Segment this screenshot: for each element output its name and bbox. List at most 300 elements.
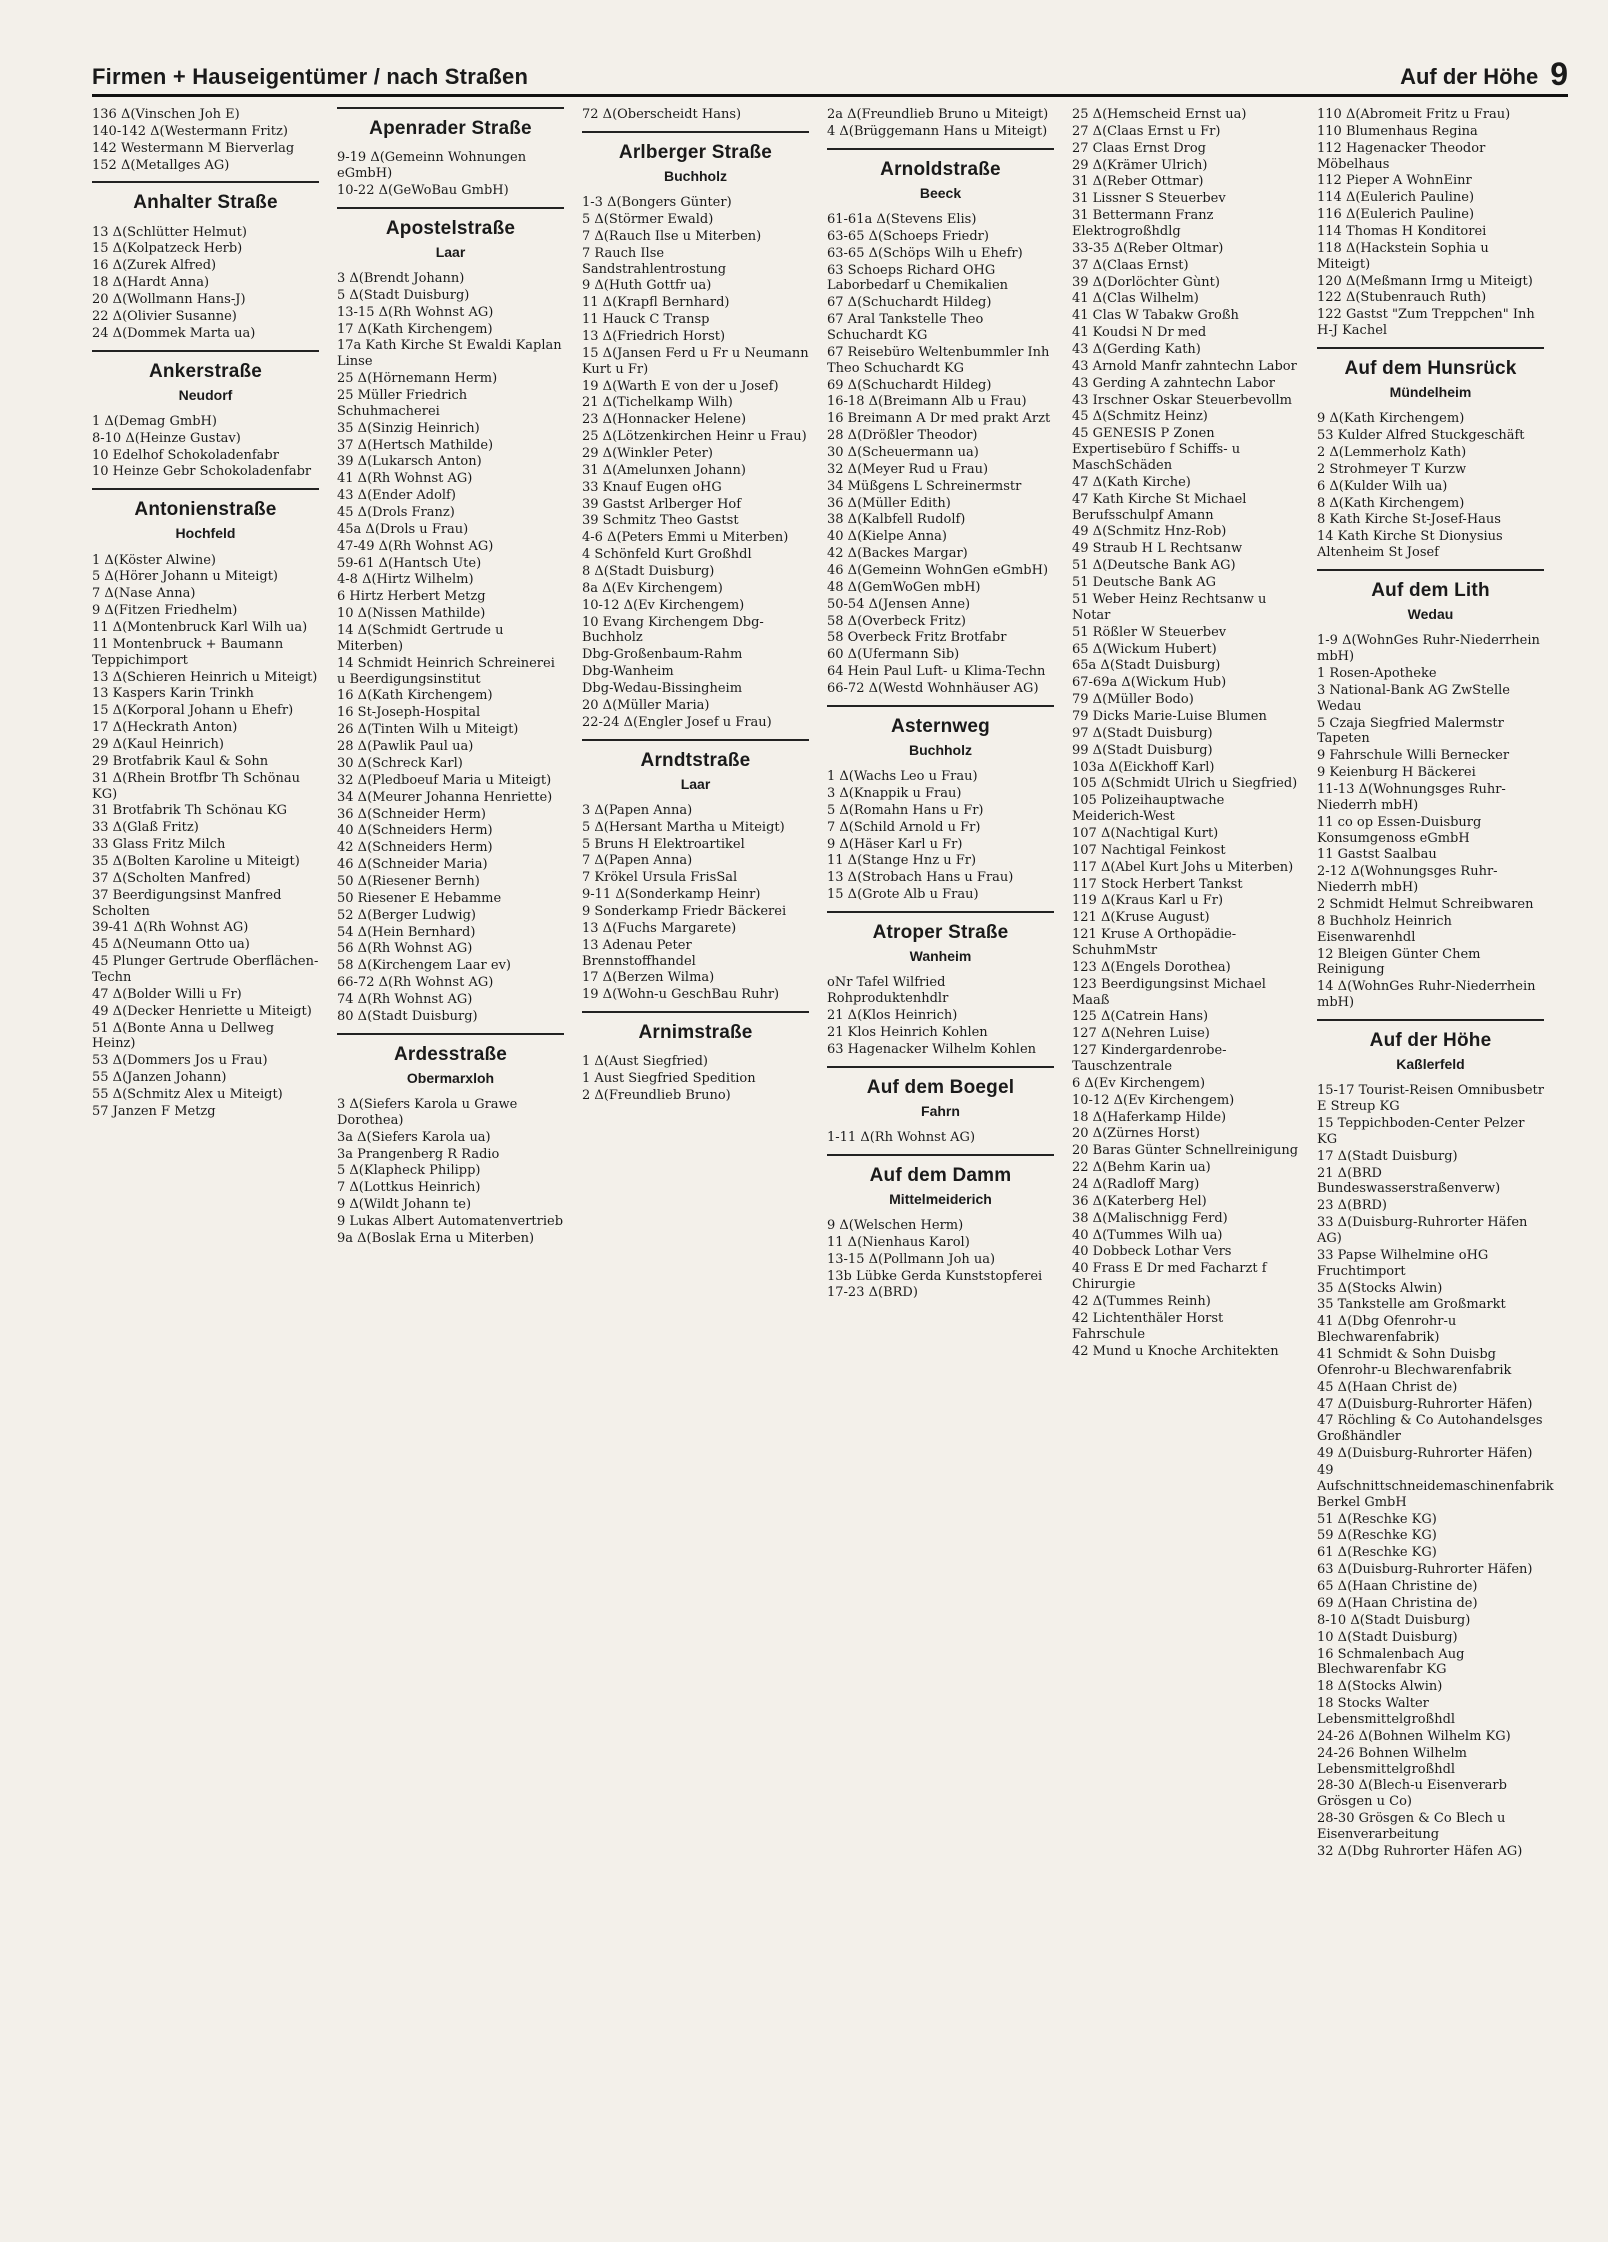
- district-name: Laar: [680, 775, 711, 792]
- street-name: Auf der Höhe: [1369, 1030, 1492, 1052]
- directory-entry: 9 Δ(Huth Gottfr ua): [582, 278, 712, 294]
- directory-entry: 39 Gastst Arlberger Hof: [582, 496, 742, 512]
- directory-entry: 16 Schmalenbach Aug Blechwarenfabr KG: [1317, 1646, 1465, 1678]
- directory-entry: 3 Δ(Papen Anna): [582, 802, 693, 818]
- directory-entry: 38 Δ(Malischnigg Ferd): [1072, 1210, 1228, 1226]
- directory-entry: 17 Δ(Berzen Wilma): [582, 970, 715, 986]
- directory-entry: 4-6 Δ(Peters Emmi u Miterben): [582, 530, 789, 546]
- directory-entry: 24 Δ(Radloff Marg): [1072, 1177, 1200, 1192]
- street-name: Arnimstraße: [638, 1022, 753, 1044]
- street-heading: [1317, 569, 1544, 623]
- directory-entry: 7 Δ(Papen Anna): [582, 853, 693, 869]
- directory-entry: 34 Δ(Meurer Johanna Henriette): [337, 789, 553, 805]
- directory-entry: oNr Tafel Wilfried Rohproduktenhdlr: [827, 975, 949, 1007]
- header-section-title: Firmen + Hauseigentümer / nach Straßen: [92, 64, 529, 89]
- district-name: Wanheim: [909, 948, 972, 965]
- directory-entry: 40 Dobbeck Lothar Vers: [1072, 1244, 1232, 1260]
- directory-entry: 110 Blumenhaus Regina: [1317, 123, 1478, 139]
- directory-entry: 15 Δ(Kolpatzeck Herb): [92, 241, 243, 257]
- directory-entry: 42 Lichtenthäler Horst Fahrschule: [1072, 1310, 1224, 1342]
- directory-entry: 27 Δ(Claas Ernst u Fr): [1072, 123, 1221, 139]
- directory-entry: 45 Δ(Schmitz Heinz): [1072, 409, 1208, 425]
- street-divider: [827, 1066, 1054, 1068]
- directory-entry: 13 Δ(Friedrich Horst): [582, 328, 726, 344]
- directory-entry: 36 Δ(Katerberg Hel): [1072, 1193, 1207, 1209]
- directory-entry: 42 Δ(Schneiders Herm): [337, 840, 493, 856]
- directory-entry: 97 Δ(Stadt Duisburg): [1072, 725, 1213, 741]
- directory-entry: 40 Frass E Dr med Facharzt f Chirurgie: [1072, 1261, 1267, 1293]
- street-heading: [582, 739, 809, 793]
- directory-entry: 43 Arnold Manfr zahntechn Labor: [1072, 358, 1297, 374]
- directory-entry: 11-13 Δ(Wohnungsges Ruhr-Niederrh mbH): [1317, 782, 1506, 813]
- street-heading: [1317, 347, 1544, 401]
- directory-entry: 79 Dicks Marie-Luise Blumen: [1072, 708, 1267, 724]
- street-name: Auf dem Boegel: [866, 1076, 1015, 1098]
- directory-entry: 40 Δ(Schneiders Herm): [337, 823, 493, 839]
- directory-entry: 35 Δ(Bolten Karoline u Miteigt): [92, 854, 300, 870]
- directory-entry: 65a Δ(Stadt Duisburg): [1072, 658, 1221, 674]
- directory-entry: 49 Straub H L Rechtsanw: [1072, 541, 1243, 557]
- directory-entry: 14 Δ(WohnGes Ruhr-Niederrhein mbH): [1317, 979, 1536, 1011]
- directory-entry: 66-72 Δ(Westd Wohnhäuser AG): [827, 681, 1039, 697]
- directory-entry: 65 Δ(Wickum Hubert): [1072, 641, 1217, 657]
- street-divider: [1317, 569, 1544, 571]
- directory-entry: 41 Δ(Dbg Ofenrohr-u Blechwarenfabrik): [1317, 1314, 1457, 1346]
- directory-entry: 118 Δ(Hackstein Sophia u Miteigt): [1317, 240, 1489, 272]
- directory-entry: 9 Δ(Welschen Herm): [827, 1217, 964, 1233]
- directory-entry: 1 Aust Siegfried Spedition: [582, 1071, 756, 1087]
- directory-entry: 15 Δ(Grote Alb u Frau): [827, 887, 979, 903]
- directory-entry: 107 Δ(Nachtigal Kurt): [1072, 825, 1219, 841]
- street-name: Auf dem Damm: [869, 1164, 1012, 1186]
- directory-entry: 58 Overbeck Fritz Brotfabr: [827, 630, 1007, 646]
- directory-entry: 47 Röchling & Co Autohandelsges Großhändler: [1317, 1413, 1543, 1445]
- directory-entry: 3a Δ(Siefers Karola ua): [337, 1129, 491, 1145]
- directory-entry: 37 Δ(Hertsch Mathilde): [337, 437, 494, 453]
- directory-entry: 41 Δ(Rh Wohnst AG): [337, 471, 473, 487]
- directory-entry: 39 Δ(Dorlöchter Gùnt): [1072, 274, 1220, 290]
- directory-entry: 17-23 Δ(BRD): [827, 1285, 918, 1301]
- directory-entry: 3 Δ(Brendt Johann): [337, 271, 465, 286]
- directory-entry: 7 Δ(Schild Arnold u Fr): [827, 819, 981, 835]
- directory-entry: 15 Δ(Korporal Johann u Ehefr): [92, 703, 294, 719]
- directory-entry: 49 Δ(Decker Henriette u Miteigt): [92, 1003, 312, 1019]
- directory-entry: 8a Δ(Ev Kirchengem): [582, 580, 723, 596]
- directory-entry: 6 Δ(Kulder Wilh ua): [1317, 478, 1448, 494]
- directory-entry: 6 Hirtz Herbert Metzg: [337, 589, 486, 605]
- directory-entry: 16 St-Joseph-Hospital: [337, 705, 481, 721]
- directory-entry: 2 Δ(Lemmerholz Kath): [1317, 445, 1467, 460]
- directory-entry: 31 Δ(Reber Ottmar): [1072, 174, 1204, 190]
- directory-entry: 18 Stocks Walter Lebensmittelgroßhdl: [1317, 1696, 1456, 1727]
- directory-entry: 4-8 Δ(Hirtz Wilhelm): [337, 572, 474, 588]
- directory-entry: 20 Δ(Müller Maria): [582, 697, 710, 713]
- directory-entry: 123 Δ(Engels Dorothea): [1072, 959, 1231, 975]
- directory-entry: 1-3 Δ(Bongers Günter): [582, 195, 732, 211]
- street-divider: [92, 350, 319, 352]
- directory-entry: 39 Δ(Lukarsch Anton): [337, 454, 482, 470]
- directory-entry: 28 Δ(Drößler Theodor): [827, 428, 978, 444]
- directory-entry: 8-10 Δ(Stadt Duisburg): [1317, 1612, 1471, 1628]
- directory-entry: 8 Buchholz Heinrich Eisenwarenhdl: [1317, 913, 1452, 945]
- directory-entry: 1 Δ(Köster Alwine): [92, 552, 216, 568]
- street-divider: [337, 107, 564, 109]
- directory-entry: 2-12 Δ(Wohnungsges Ruhr-Niederrh mbH): [1317, 864, 1498, 896]
- directory-entry: 45 Δ(Drols Franz): [337, 505, 455, 521]
- directory-entry: 49 Δ(Duisburg-Ruhrorter Häfen): [1317, 1446, 1533, 1462]
- directory-entry: 119 Δ(Kraus Karl u Fr): [1072, 893, 1224, 909]
- directory-entry: 110 Δ(Abromeit Fritz u Frau): [1317, 107, 1511, 122]
- directory-entry: 9 Keienburg H Bäckerei: [1317, 765, 1476, 781]
- directory-entry: 16 Δ(Kath Kirchengem): [337, 688, 493, 704]
- directory-entry: 9 Sonderkamp Friedr Bäckerei: [582, 904, 787, 920]
- directory-entry: 63 Schoeps Richard OHG Laborbedarf u Chemikalien: [827, 262, 1009, 294]
- street-heading: [337, 107, 564, 140]
- directory-entry: 40 Δ(Kielpe Anna): [827, 529, 947, 545]
- directory-entry: 46 Δ(Gemeinn WohnGen eGmbH): [827, 563, 1049, 579]
- directory-entry: 36 Δ(Müller Edith): [827, 495, 951, 511]
- directory-entry: 125 Δ(Catrein Hans): [1072, 1009, 1209, 1025]
- directory-entry: 37 Δ(Scholten Manfred): [92, 870, 251, 886]
- directory-entry: 35 Δ(Sinzig Heinrich): [337, 420, 480, 436]
- street-name: Ankerstraße: [148, 360, 263, 382]
- street-divider: [827, 148, 1054, 150]
- directory-entry: 5 Bruns H Elektroartikel: [582, 836, 745, 852]
- directory-entry: 33 Knauf Eugen oHG: [582, 479, 722, 495]
- directory-entry: 59 Δ(Reschke KG): [1317, 1528, 1437, 1544]
- directory-entry: 8-10 Δ(Heinze Gustav): [92, 430, 241, 446]
- directory-entry: 13-15 Δ(Rh Wohnst AG): [337, 304, 494, 320]
- directory-entry: 49 Aufschnittschneidemaschinenfabrik Berkel GmbH: [1317, 1463, 1554, 1510]
- directory-entry: 47-49 Δ(Rh Wohnst AG): [337, 538, 494, 554]
- street-divider: [92, 181, 319, 183]
- street-heading: [827, 705, 1054, 759]
- directory-entry: 114 Thomas H Konditorei: [1317, 224, 1487, 240]
- directory-entry: 17 Δ(Stadt Duisburg): [1317, 1148, 1458, 1164]
- directory-entry: 21 Klos Heinrich Kohlen: [827, 1024, 988, 1040]
- directory-entry: 7 Δ(Lottkus Heinrich): [337, 1180, 481, 1196]
- street-divider: [1317, 1019, 1544, 1021]
- district-name: Buchholz: [664, 168, 727, 185]
- directory-entry: 51 Δ(Bonte Anna u Dellweg Heinz): [92, 1020, 275, 1052]
- directory-entry: 9 Fahrschule Willi Bernecker: [1317, 748, 1510, 764]
- directory-entry: 15 Teppichboden-Center Pelzer KG: [1317, 1116, 1525, 1147]
- district-name: Mittelmeiderich: [889, 1190, 992, 1207]
- directory-entry: 5 Δ(Klapheck Philipp): [337, 1163, 481, 1179]
- directory-entry: 51 Rößler W Steuerbev: [1072, 624, 1227, 640]
- directory-entry: 16 Δ(Zurek Alfred): [92, 258, 217, 274]
- directory-entry: 59-61 Δ(Hantsch Ute): [337, 555, 482, 571]
- directory-entry: 13 Kaspers Karin Trinkh: [92, 686, 254, 702]
- district-name: Fahrn: [921, 1102, 960, 1119]
- directory-entry: 103a Δ(Eickhoff Karl): [1072, 759, 1215, 775]
- directory-entry: 39-41 Δ(Rh Wohnst AG): [92, 920, 249, 936]
- directory-entry: 2 Strohmeyer T Kurzw: [1317, 461, 1467, 477]
- directory-entry: 5 Czaja Siegfried Malermstr Tapeten: [1317, 715, 1504, 747]
- directory-entry: 5 Δ(Stadt Duisburg): [337, 287, 470, 303]
- directory-entry: 10 Δ(Stadt Duisburg): [1317, 1629, 1458, 1645]
- directory-entry: 13 Adenau Peter Brennstoffhandel: [582, 937, 696, 969]
- directory-entry: 1 Rosen-Apotheke: [1317, 665, 1437, 681]
- directory-entry: 17 Δ(Kath Kirchengem): [337, 321, 493, 337]
- directory-entry: 63-65 Δ(Schöps Wilh u Ehefr): [827, 245, 1023, 261]
- directory-entry: 27 Claas Ernst Drog: [1072, 140, 1206, 156]
- directory-entry: 122 Δ(Stubenrauch Ruth): [1317, 290, 1487, 306]
- street-heading: [1317, 1019, 1544, 1073]
- directory-entry: 46 Δ(Schneider Maria): [337, 857, 488, 873]
- street-divider: [827, 705, 1054, 707]
- directory-entry: 28-30 Δ(Blech-u Eisenverarb Grösgen u Co): [1317, 1778, 1507, 1810]
- directory-entry: 64 Hein Paul Luft- u Klima-Techn: [827, 664, 1046, 680]
- directory-entry: 11 Δ(Stange Hnz u Fr): [827, 853, 977, 869]
- street-heading: [827, 1066, 1054, 1120]
- directory-entry: 18 Δ(Hardt Anna): [92, 275, 210, 291]
- directory-entry: 33 Glass Fritz Milch: [92, 837, 226, 853]
- directory-entry: 7 Δ(Nase Anna): [92, 586, 196, 602]
- directory-entry: 24-26 Δ(Bohnen Wilhelm KG): [1317, 1728, 1511, 1744]
- directory-entry: 34 Müßgens L Schreinermstr: [827, 478, 1022, 494]
- street-heading: [827, 148, 1054, 202]
- directory-entry: 33-35 Δ(Reber Oltmar): [1072, 240, 1224, 256]
- directory-entry: 53 Kulder Alfred Stuckgeschäft: [1317, 428, 1525, 444]
- directory-entry: 45 Δ(Neumann Otto ua): [92, 937, 250, 953]
- directory-entry: 67 Δ(Schuchardt Hildeg): [827, 295, 992, 311]
- street-heading: [582, 131, 809, 185]
- street-divider: [827, 911, 1054, 913]
- directory-entry: 123 Beerdigungsinst Michael Maaß: [1072, 976, 1266, 1008]
- directory-entry: 13 Δ(Schieren Heinrich u Miteigt): [92, 669, 318, 685]
- directory-column: [337, 107, 564, 1248]
- directory-entry: 9 Δ(Fitzen Friedhelm): [92, 603, 238, 619]
- directory-entry: 67 Aral Tankstelle Theo Schuchardt KG: [827, 312, 984, 343]
- directory-entry: 3 Δ(Knappik u Frau): [827, 786, 962, 801]
- district-name: Wedau: [1407, 606, 1454, 623]
- directory-entry: 63 Δ(Duisburg-Ruhrorter Häfen): [1317, 1562, 1533, 1578]
- directory-entry: 10-22 Δ(GeWoBau GmbH): [337, 182, 509, 198]
- directory-entry: 21 Δ(BRD Bundeswasserstraßenverw): [1317, 1165, 1501, 1197]
- directory-entry: 7 Rauch Ilse Sandstrahlentrostung: [582, 245, 727, 277]
- street-heading: [582, 1011, 809, 1044]
- directory-entry: 117 Δ(Abel Kurt Johs u Miterben): [1072, 859, 1294, 875]
- directory-entry: 142 Westermann M Bierverlag: [92, 140, 295, 156]
- directory-entry: 120 Δ(Meßmann Irmg u Miteigt): [1317, 273, 1533, 289]
- directory-entry: 17 Δ(Heckrath Anton): [92, 720, 238, 736]
- directory-entry: 9 Δ(Häser Karl u Fr): [827, 836, 963, 852]
- directory-entry: 127 Δ(Nehren Luise): [1072, 1026, 1210, 1042]
- street-divider: [582, 739, 809, 741]
- directory-entry: 65 Δ(Haan Christine de): [1317, 1579, 1478, 1595]
- directory-entry: 45a Δ(Drols u Frau): [337, 521, 469, 537]
- directory-entry: 11 Δ(Nienhaus Karol): [827, 1234, 970, 1250]
- directory-entry: 66-72 Δ(Rh Wohnst AG): [337, 975, 494, 991]
- directory-entry: 122 Gastst "Zum Treppchen" Inh H-J Kachel: [1317, 307, 1535, 339]
- directory-entry: 56 Δ(Rh Wohnst AG): [337, 941, 473, 957]
- directory-entry: 8 Δ(Kath Kirchengem): [1317, 495, 1465, 511]
- directory-entry: 41 Koudsi N Dr med: [1072, 325, 1207, 341]
- district-name: Beeck: [919, 184, 962, 201]
- street-heading: [92, 350, 319, 404]
- directory-entry: 50-54 Δ(Jensen Anne): [827, 596, 971, 612]
- street-heading: [337, 1033, 564, 1087]
- directory-entry: 50 Riesener E Hebamme: [337, 890, 502, 906]
- directory-entry: 121 Δ(Kruse August): [1072, 910, 1210, 926]
- street-divider: [582, 1011, 809, 1013]
- directory-entry: 33 Δ(Duisburg-Ruhrorter Häfen AG): [1317, 1215, 1528, 1247]
- directory-entry: 43 Δ(Gerding Kath): [1072, 342, 1201, 358]
- directory-entry: 22 Δ(Behm Karin ua): [1072, 1160, 1211, 1176]
- directory-entry: 52 Δ(Berger Ludwig): [337, 907, 476, 923]
- directory-entry: Dbg-Wanheim: [582, 664, 674, 680]
- header-right-group: [1400, 58, 1568, 90]
- district-name: Mündelheim: [1389, 384, 1472, 401]
- directory-entry: 33 Papse Wilhelmine oHG Fruchtimport: [1317, 1247, 1489, 1279]
- directory-entry: 54 Δ(Hein Bernhard): [337, 924, 476, 940]
- directory-entry: 36 Δ(Schneider Herm): [337, 806, 486, 822]
- directory-entry: 51 Deutsche Bank AG: [1072, 575, 1216, 591]
- directory-entry: 6 Δ(Ev Kirchengem): [1072, 1075, 1206, 1091]
- street-name: Apenrader Straße: [369, 118, 532, 139]
- directory-entry: 136 Δ(Vinschen Joh E): [92, 107, 240, 122]
- street-name: Antonienstraße: [134, 499, 277, 521]
- directory-entry: 60 Δ(Ufermann Sib): [827, 647, 960, 663]
- directory-entry: 112 Hagenacker Theodor Möbelhaus: [1317, 140, 1486, 172]
- district-name: Laar: [435, 243, 466, 260]
- directory-column: [827, 107, 1054, 1302]
- directory-entry: 17a Kath Kirche St Ewaldi Kaplan Linse: [337, 338, 562, 370]
- street-divider: [337, 207, 564, 209]
- directory-entry: 47 Kath Kirche St Michael Berufsschulpf Amann: [1072, 491, 1247, 523]
- directory-entry: 31 Lissner S Steuerbev: [1072, 191, 1226, 207]
- directory-entry: 9-11 Δ(Sonderkamp Heinr): [582, 887, 761, 903]
- directory-entry: 51 Δ(Reschke KG): [1317, 1511, 1437, 1527]
- directory-entry: 21 Δ(Tichelkamp Wilh): [582, 395, 733, 411]
- directory-columns: [92, 107, 1568, 1861]
- directory-entry: 2a Δ(Freundlieb Bruno u Miteigt): [827, 107, 1049, 122]
- directory-entry: 23 Δ(BRD): [1317, 1198, 1387, 1214]
- directory-entry: 25 Δ(Hemscheid Ernst ua): [1072, 107, 1247, 122]
- directory-entry: 5 Δ(Romahn Hans u Fr): [827, 802, 984, 818]
- street-name: Auf dem Lith: [1371, 580, 1490, 602]
- header-street-range: Auf der Höhe: [1400, 64, 1539, 89]
- directory-column: [1317, 107, 1554, 1861]
- directory-entry: 72 Δ(Oberscheidt Hans): [582, 107, 742, 122]
- directory-entry: 31 Δ(Rhein Brotfbr Th Schönau KG): [92, 770, 301, 802]
- directory-entry: 8 Δ(Stadt Duisburg): [582, 564, 715, 580]
- directory-entry: 114 Δ(Eulerich Pauline): [1317, 190, 1475, 206]
- directory-entry: 79 Δ(Müller Bodo): [1072, 692, 1194, 708]
- directory-entry: 19 Δ(Wohn-u GeschBau Ruhr): [582, 987, 780, 1003]
- directory-entry: 7 Δ(Rauch Ilse u Miterben): [582, 228, 762, 244]
- directory-entry: 11 Montenbruck + Baumann Teppichimport: [92, 636, 284, 668]
- directory-entry: 25 Δ(Lötzenkirchen Heinr u Frau): [582, 429, 807, 445]
- directory-entry: 40 Δ(Tummes Wilh ua): [1072, 1227, 1223, 1243]
- directory-entry: 43 Δ(Ender Adolf): [337, 488, 456, 504]
- directory-column: [582, 107, 809, 1105]
- directory-entry: 11 co op Essen-Duisburg Konsumgenoss eGmbH: [1317, 814, 1482, 846]
- directory-entry: 80 Δ(Stadt Duisburg): [337, 1008, 478, 1024]
- directory-entry: 41 Δ(Clas Wilhelm): [1072, 291, 1199, 307]
- street-name: Asternweg: [891, 715, 990, 737]
- directory-entry: 9 Lukas Albert Automatenvertrieb: [337, 1213, 564, 1229]
- directory-entry: 22 Δ(Olivier Susanne): [92, 308, 237, 324]
- district-name: Obermarxloh: [406, 1069, 495, 1086]
- street-heading: [92, 181, 319, 214]
- directory-entry: 55 Δ(Janzen Johann): [92, 1070, 227, 1086]
- street-divider: [337, 1033, 564, 1035]
- directory-entry: 35 Tankstelle am Großmarkt: [1317, 1297, 1506, 1313]
- directory-entry: 107 Nachtigal Feinkost: [1072, 842, 1226, 858]
- directory-entry: 10-12 Δ(Ev Kirchengem): [582, 597, 745, 613]
- directory-entry: 55 Δ(Schmitz Alex u Miteigt): [92, 1087, 283, 1103]
- directory-entry: Dbg-Großenbaum-Rahm: [582, 647, 743, 663]
- street-divider: [827, 1154, 1054, 1156]
- directory-entry: 1-9 Δ(WohnGes Ruhr-Niederrhein mbH): [1317, 633, 1540, 665]
- directory-entry: 2 Δ(Freundlieb Bruno): [582, 1088, 731, 1104]
- directory-entry: 3 Δ(Siefers Karola u Grawe Dorothea): [337, 1096, 518, 1128]
- directory-entry: 9 Δ(Kath Kirchengem): [1317, 411, 1465, 427]
- directory-entry: 31 Δ(Amelunxen Johann): [582, 462, 746, 478]
- street-heading: [337, 207, 564, 261]
- directory-entry: 38 Δ(Kalbfell Rudolf): [827, 512, 966, 528]
- street-divider: [1317, 347, 1544, 349]
- directory-entry: 18 Δ(Haferkamp Hilde): [1072, 1109, 1227, 1125]
- directory-entry: 30 Δ(Scheuermann ua): [827, 445, 979, 460]
- directory-entry: 29 Brotfabrik Kaul & Sohn: [92, 753, 269, 769]
- street-heading: [827, 911, 1054, 965]
- street-divider: [582, 131, 809, 133]
- directory-entry: 42 Mund u Knoche Architekten: [1072, 1343, 1279, 1359]
- directory-entry: 61 Δ(Reschke KG): [1317, 1545, 1437, 1561]
- directory-entry: 9a Δ(Boslak Erna u Miterben): [337, 1230, 535, 1246]
- directory-entry: 67 Reisebüro Weltenbummler Inh Theo Schuchardt KG: [827, 344, 1050, 376]
- directory-entry: 5 Δ(Störmer Ewald): [582, 211, 714, 227]
- directory-entry: 31 Brotfabrik Th Schönau KG: [92, 803, 288, 819]
- directory-entry: 29 Δ(Kaul Heinrich): [92, 737, 224, 753]
- directory-entry: 105 Δ(Schmidt Ulrich u Siegfried): [1072, 776, 1298, 792]
- directory-entry: 47 Δ(Duisburg-Ruhrorter Häfen): [1317, 1396, 1533, 1412]
- directory-entry: 39 Schmitz Theo Gastst: [582, 513, 739, 529]
- street-name: Arndtstraße: [640, 749, 751, 771]
- directory-entry: 1 Δ(Demag GmbH): [92, 413, 217, 429]
- directory-entry: 11 Δ(Montenbruck Karl Wilh ua): [92, 620, 308, 635]
- directory-entry: 127 Kindergardenrobe-Tauschzentrale: [1072, 1043, 1227, 1074]
- street-name: Anhalter Straße: [133, 192, 278, 214]
- directory-entry: 13-15 Δ(Pollmann Joh ua): [827, 1251, 996, 1267]
- street-name: Atroper Straße: [872, 922, 1009, 944]
- directory-entry: 16 Breimann A Dr med prakt Arzt: [827, 411, 1051, 427]
- directory-entry: 63-65 Δ(Schoeps Friedr): [827, 228, 989, 244]
- directory-entry: 20 Δ(Wollmann Hans-J): [92, 292, 246, 308]
- directory-entry: 18 Δ(Stocks Alwin): [1317, 1679, 1443, 1695]
- directory-entry: 2 Schmidt Helmut Schreibwaren: [1317, 897, 1534, 913]
- directory-entry: 19 Δ(Warth E von der u Josef): [582, 378, 779, 394]
- directory-entry: 26 Δ(Tinten Wilh u Miteigt): [337, 722, 519, 738]
- directory-entry: 29 Δ(Krämer Ulrich): [1072, 157, 1208, 173]
- directory-entry: 43 Irschner Oskar Steuerbevollm: [1072, 392, 1292, 408]
- directory-entry: 63 Hagenacker Wilhelm Kohlen: [827, 1041, 1037, 1057]
- directory-entry: 41 Schmidt & Sohn Duisbg Ofenrohr-u Blechwarenfabrik: [1317, 1347, 1512, 1378]
- street-divider: [92, 488, 319, 490]
- directory-entry: 37 Beerdigungsinst Manfred Scholten: [92, 887, 282, 919]
- directory-entry: 45 GENESIS P Zonen Expertisebüro f Schiffs- u MaschSchäden: [1072, 426, 1241, 474]
- directory-entry: 28 Δ(Pawlik Paul ua): [337, 739, 474, 755]
- directory-entry: 31 Bettermann Franz Elektrogroßhdlg: [1072, 208, 1214, 240]
- directory-entry: 22-24 Δ(Engler Josef u Frau): [582, 714, 772, 730]
- directory-entry: 1-11 Δ(Rh Wohnst AG): [827, 1129, 976, 1145]
- directory-entry: 9-19 Δ(Gemeinn Wohnungen eGmbH): [337, 150, 527, 182]
- directory-entry: 10-12 Δ(Ev Kirchengem): [1072, 1092, 1235, 1108]
- directory-entry: 12 Bleigen Günter Chem Reinigung: [1317, 946, 1481, 978]
